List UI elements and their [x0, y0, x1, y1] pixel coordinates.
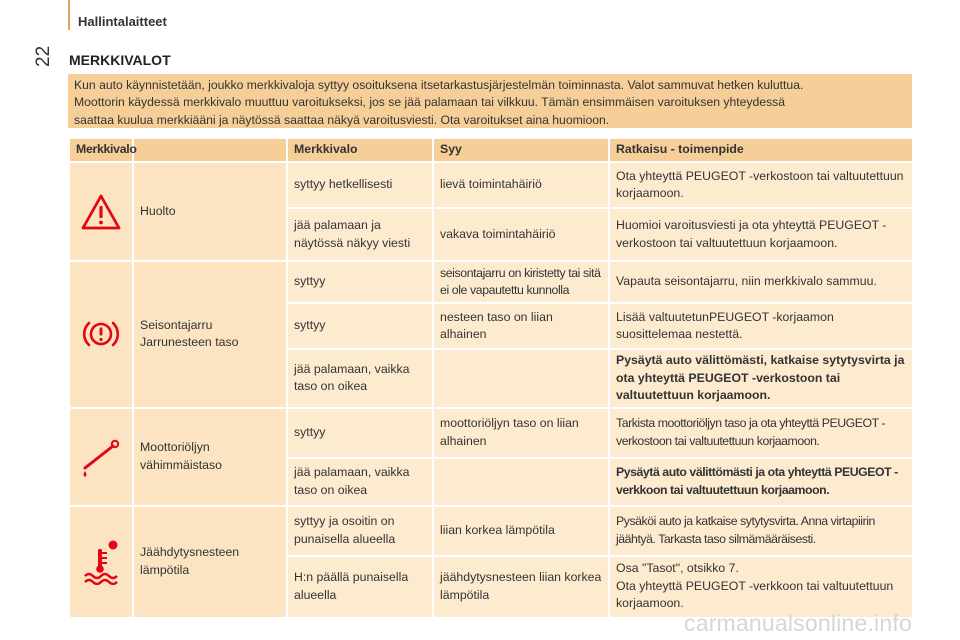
light-action: Huomioi varoitusviesti ja ota yhteyttä PEUGEOT -verkostoon tai valtuutettuun korjaamoon.	[609, 208, 913, 261]
light-name: Huolto	[133, 162, 287, 261]
light-cause: seisontajarru on kiristetty tai sitä ei ole vapautettu kunnolla	[433, 261, 609, 303]
light-action: Vapauta seisontajarru, niin merkkivalo sammuu.	[609, 261, 913, 303]
header-cause: Syy	[433, 138, 609, 162]
light-name: Seisontajarru Jarrunesteen taso	[133, 261, 287, 408]
light-cause	[433, 349, 609, 408]
table-header-row	[69, 138, 913, 162]
section-title: MERKKIVALOT	[69, 52, 171, 68]
light-cause: jäähdytysnesteen liian korkea lämpötila	[433, 556, 609, 618]
light-action: Pysäytä auto välittömästi ja ota yhteyttä PEUGEOT -verkkoon tai valtuutettuun korjaamoon.	[609, 458, 913, 506]
icon-cell	[69, 162, 133, 261]
light-cause: liian korkea lämpötila	[433, 506, 609, 556]
light-cause: lievä toimintahäiriö	[433, 162, 609, 208]
coolant-temperature-icon	[76, 539, 126, 585]
light-name: Jäähdytysnesteen lämpötila	[133, 506, 287, 618]
light-state: jää palamaan, vaikka taso on oikea	[287, 458, 433, 506]
icon-cell	[69, 506, 133, 618]
watermark: carmanualsonline.info	[684, 610, 912, 636]
icon-cell	[69, 408, 133, 506]
light-state: syttyy hetkellisesti	[287, 162, 433, 208]
light-state: syttyy	[287, 303, 433, 349]
light-action: Lisää valtuutetunPEUGEOT -korjaamon suosittelemaa nestettä.	[609, 303, 913, 349]
light-action: Tarkista moottoriöljyn taso ja ota yhteyttä PEUGEOT -verkostoon tai valtuutettuun korjaamoon.	[609, 408, 913, 458]
light-action: Pysäytä auto välittömästi, katkaise sytytysvirta ja ota yhteyttä PEUGEOT -verkostoon tai valtuutettuun korjaamoon.	[609, 349, 913, 408]
light-cause: nesteen taso on liian alhainen	[433, 303, 609, 349]
warning-triangle-icon	[76, 194, 126, 230]
table-row	[69, 506, 913, 556]
light-state: jää palamaan, vaikka taso on oikea	[287, 349, 433, 408]
header-light: Merkkivalo	[287, 138, 433, 162]
warning-lights-table	[68, 137, 914, 619]
header-light-small: Merkkivalo	[69, 138, 133, 162]
light-state: syttyy	[287, 408, 433, 458]
intro-line: Kun auto käynnistetään, joukko merkkivaloja syttyy osoituksena itsetarkastusjärjestelmän toiminnasta. Valot sammuvat hetken kuluttua.	[74, 78, 804, 92]
page-number: 22	[33, 45, 54, 67]
oil-can-icon	[76, 435, 126, 479]
light-state: syttyy	[287, 261, 433, 303]
intro-box	[68, 74, 912, 128]
light-state: H:n päällä punaisella alueella	[287, 556, 433, 618]
light-action: Osa "Tasot", otsikko 7. Ota yhteyttä PEUGEOT -verkkoon tai valtuutettuun korjaamoon.	[609, 556, 913, 618]
brake-warning-icon	[76, 318, 126, 350]
light-cause: vakava toimintahäiriö	[433, 208, 609, 261]
intro-line: Moottorin käydessä merkkivalo muuttuu varoitukseksi, jos se jää palamaan tai vilkkuu. Tämän ensimmäisen varoituksen yhteydessä	[74, 95, 786, 110]
light-name: Moottoriöljyn vähimmäistaso	[133, 408, 287, 506]
light-cause	[433, 458, 609, 506]
header-action: Ratkaisu - toimenpide	[609, 138, 913, 162]
light-action: Pysäköi auto ja katkaise sytytysvirta. Anna virtapiirin jäähtyä. Tarkasta taso silmämääräisesti.	[609, 506, 913, 556]
table-row	[69, 261, 913, 303]
light-cause: moottoriöljyn taso on liian alhainen	[433, 408, 609, 458]
table-row	[69, 162, 913, 208]
light-action: Ota yhteyttä PEUGEOT -verkostoon tai valtuutettuun korjaamoon.	[609, 162, 913, 208]
header-accent-bar	[68, 0, 70, 30]
intro-line: saattaa kuulua merkkiääni ja näytössä saattaa näkyä varoitusviesti. Ota varoitukset aina huomioon.	[74, 112, 610, 127]
light-state: syttyy ja osoitin on punaisella alueella	[287, 506, 433, 556]
icon-cell	[69, 261, 133, 408]
chapter-title: Hallintalaitteet	[78, 14, 167, 29]
header-empty	[133, 138, 287, 162]
table-row	[69, 408, 913, 458]
light-state: jää palamaan ja näytössä näkyy viesti	[287, 208, 433, 261]
